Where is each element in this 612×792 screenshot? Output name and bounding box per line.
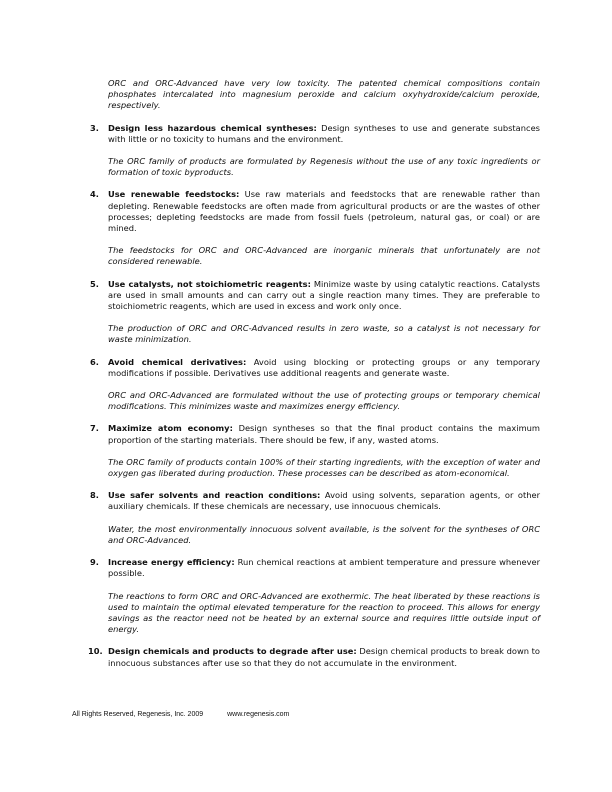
- item-heading: Maximize atom economy:: [108, 423, 233, 434]
- item-number: 3.: [90, 122, 99, 133]
- item-heading: Use catalysts, not stoichiometric reagents:: [108, 278, 311, 289]
- item-number: 7.: [90, 423, 99, 434]
- principle-item-5: [90, 279, 540, 346]
- item-heading: Use renewable feedstocks:: [108, 189, 240, 200]
- item-note: The ORC family of products contain 100% of their starting ingredients, with the exception of water and oxygen gas liberated during production. These processes can be described as atom-economical.: [108, 456, 540, 479]
- item-body: [108, 189, 540, 234]
- principles-list: [90, 78, 540, 669]
- item-number: 4.: [90, 189, 99, 200]
- item-text: Design syntheses to use and generate substances with little or no toxicity to humans and the environment.: [108, 122, 541, 144]
- footer-copyright: All Rights Reserved, Regenesis, Inc. 2009: [72, 711, 204, 718]
- item-heading: Avoid chemical derivatives:: [108, 356, 247, 367]
- principle-item-8: [90, 490, 540, 546]
- principle-item-6: [90, 357, 540, 413]
- item-number: 10.: [88, 646, 103, 657]
- item-heading: Increase energy efficiency:: [108, 557, 235, 568]
- item-body: [108, 123, 540, 145]
- item-number: 9.: [90, 557, 99, 568]
- item-body: [108, 490, 540, 512]
- item-body: [108, 423, 540, 445]
- item-note: The feedstocks for ORC and ORC-Advanced are inorganic minerals that unfortunately are not considered renewable.: [108, 245, 540, 267]
- item-body: [108, 357, 540, 379]
- item-number: 5.: [90, 278, 99, 289]
- item-number: 8.: [90, 490, 99, 501]
- item-number: 6.: [90, 356, 99, 367]
- item-heading: Use safer solvents and reaction conditions:: [108, 490, 321, 501]
- item-body: [108, 557, 540, 579]
- item-text: Use raw materials and feedstocks that are renewable rather than depleting. Renewable feedstocks are often made from agricultural products or are the wastes of other processes; depleting feedstocks are made from fossil fuels (petroleum, natural gas, or coal) or are mined.: [108, 189, 541, 234]
- item-note: The production of ORC and ORC-Advanced results in zero waste, so a catalyst is not necessary for waste minimization.: [108, 323, 540, 345]
- item-heading: Design less hazardous chemical syntheses:: [108, 122, 317, 133]
- item-note: The reactions to form ORC and ORC-Advanced are exothermic. The heat liberated by these reactions is used to maintain the optimal elevated temperature for the reaction to proceed. This allows for energy savings as the reactor need not be heated by an external source and requires little outside input of energy.: [108, 590, 540, 635]
- item-body: [108, 279, 540, 313]
- intro-note: ORC and ORC-Advanced have very low toxicity. The patented chemical compositions contain phosphates intercalated into magnesium peroxide and calcium oxyhydroxide/calcium peroxide, respectively.: [108, 78, 540, 111]
- item-body: [108, 646, 540, 668]
- principle-item-4: [90, 189, 540, 267]
- item-note: ORC and ORC-Advanced are formulated without the use of protecting groups or temporary chemical modifications. This minimizes waste and maximizes energy efficiency.: [108, 390, 540, 412]
- item-text: Avoid using solvents, separation agents, or other auxiliary chemicals. If these chemicals are necessary, use innocuous chemicals.: [108, 490, 540, 512]
- item-text: Avoid using blocking or protecting groups or any temporary modifications if possible. Derivatives use additional reagents and generate waste.: [108, 356, 540, 378]
- item-heading: Design chemicals and products to degrade after use:: [108, 646, 357, 657]
- principle-item-9: [90, 557, 540, 635]
- item-note: Water, the most environmentally innocuous solvent available, is the solvent for the syntheses of ORC and ORC-Advanced.: [108, 523, 540, 545]
- principle-item-10: [90, 646, 540, 668]
- item-text: Design chemical products to break down to innocuous substances after use so that they do not accumulate in the environment.: [108, 646, 540, 668]
- footer-url: www.regenesis.com: [227, 711, 290, 718]
- item-text: Design syntheses so that the final product contains the maximum proportion of the starting materials. There should be few, if any, wasted atoms.: [108, 423, 540, 445]
- page-footer: [72, 711, 289, 718]
- item-text: Run chemical reactions at ambient temperature and pressure whenever possible.: [108, 557, 541, 579]
- principle-item-3: [90, 123, 540, 179]
- principle-item-7: [90, 423, 540, 479]
- item-text: Minimize waste by using catalytic reactions. Catalysts are used in small amounts and can carry out a single reaction many times. They are preferable to stoichiometric reagents, which are used in excess and work only once.: [108, 278, 540, 312]
- item-note: The ORC family of products are formulated by Regenesis without the use of any toxic ingredients or formation of toxic byproducts.: [108, 156, 540, 178]
